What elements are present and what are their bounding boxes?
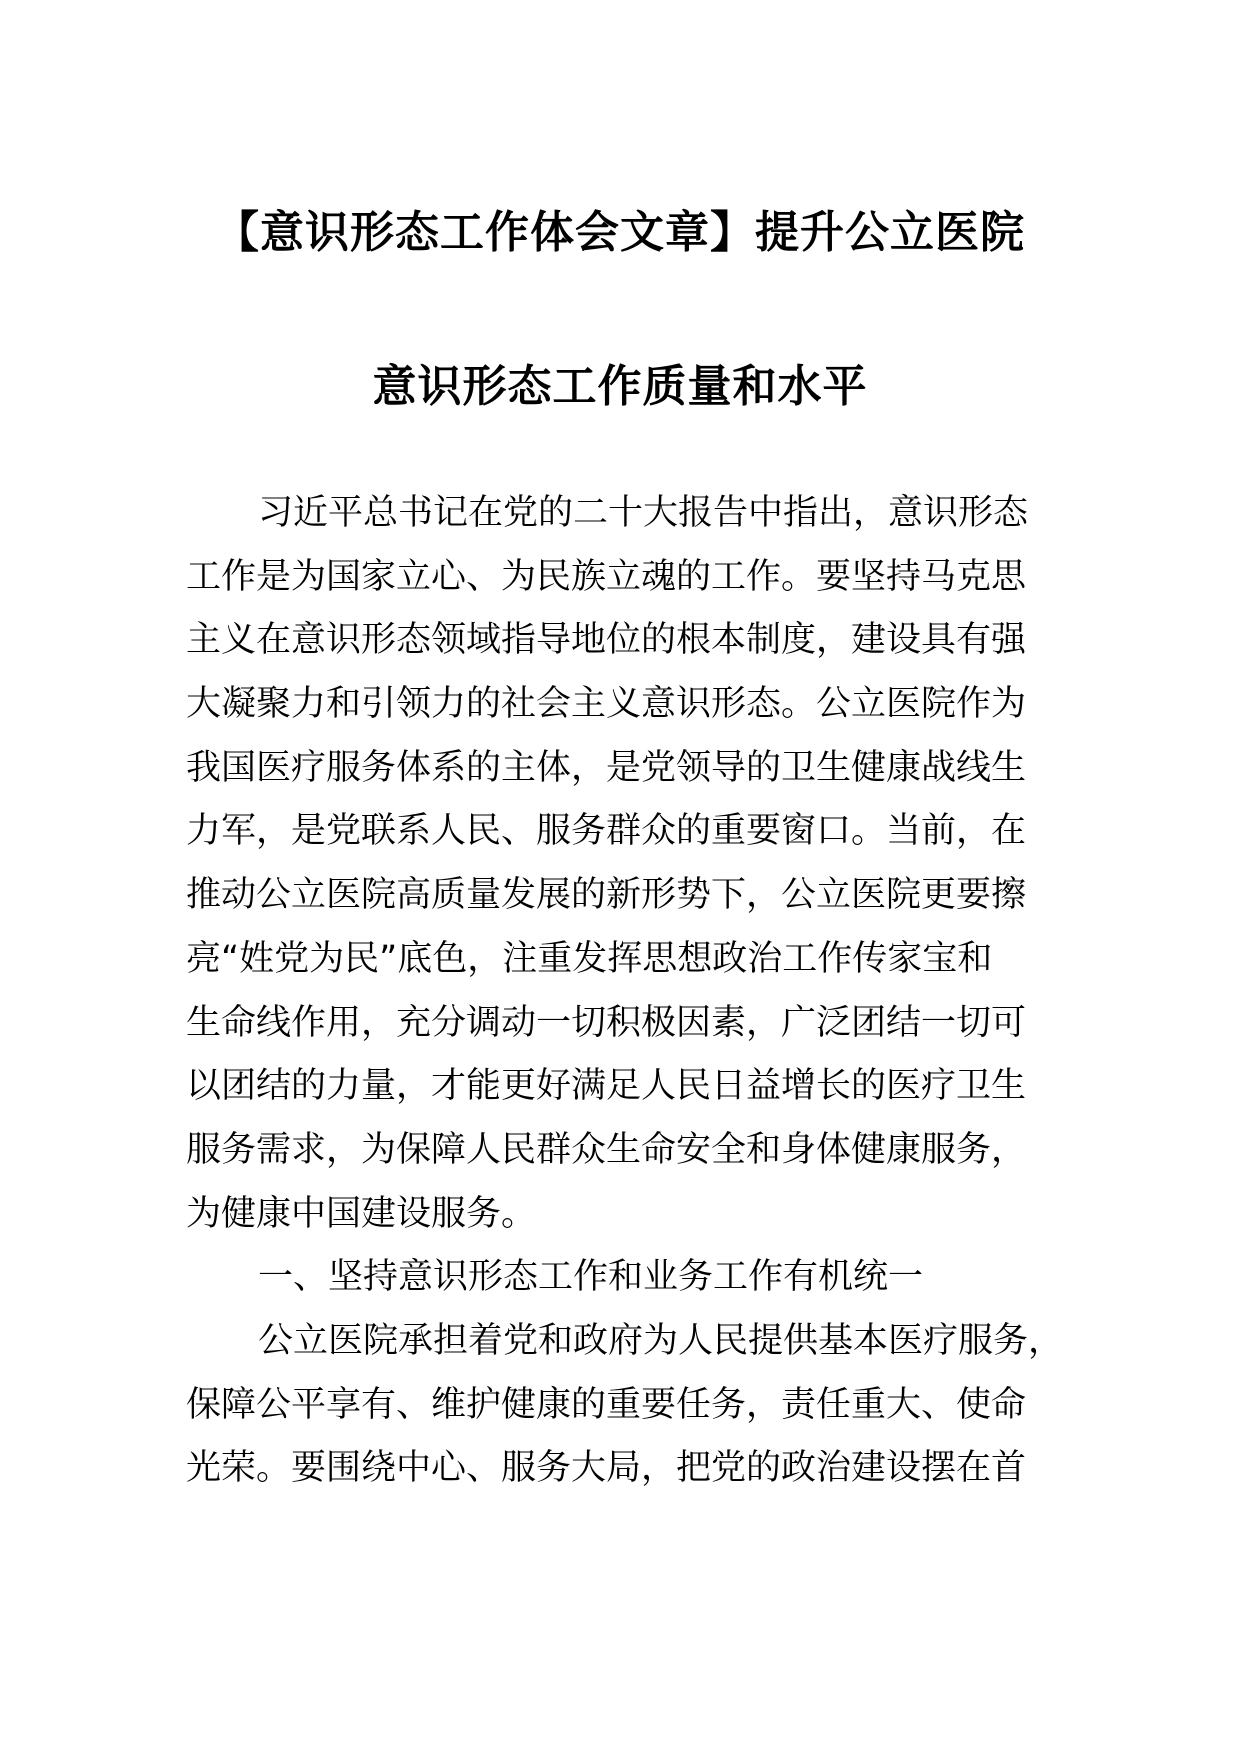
paragraph-line: 习近平总书记在党的二十大报告中指出，意识形态 <box>258 493 1029 533</box>
paragraph-line: 工作是为国家立心、为民族立魂的工作。要坚持马克思 <box>186 556 1027 597</box>
document-body <box>186 482 1116 1501</box>
paragraph-line: 为健康中国建设服务。 <box>186 1193 537 1234</box>
paragraph-line: 保障公平享有、维护健康的重要任务，责任重大、使命 <box>186 1384 1027 1425</box>
paragraph-line: 主义在意识形态领域指导地位的根本制度，建设具有强 <box>186 620 1027 661</box>
paragraph-line: 推动公立医院高质量发展的新形势下，公立医院更要擦 <box>186 875 1027 916</box>
document-title-line-2: 意识形态工作质量和水平 <box>372 361 868 412</box>
paragraph-line: 大凝聚力和引领力的社会主义意识形态。公立医院作为 <box>186 684 1027 725</box>
paragraph-line: 公立医院承担着党和政府为人民提供基本医疗服务， <box>258 1320 1064 1361</box>
paragraph-line: 光荣。要围绕中心、服务大局，把党的政治建设摆在首 <box>186 1448 1027 1489</box>
paragraph-line: 生命线作用，充分调动一切积极因素，广泛团结一切可 <box>186 1002 1027 1043</box>
document-title-line-1: 【意识形态工作体会文章】提升公立医院 <box>215 207 1025 258</box>
paragraph-line: 以团结的力量，才能更好满足人民日益增长的医疗卫生 <box>186 1066 1027 1107</box>
section-heading-text: 一、坚持意识形态工作和业务工作有机统一 <box>258 1257 924 1298</box>
paragraph-line: 力军，是党联系人民、服务群众的重要窗口。当前，在 <box>186 811 1027 852</box>
paragraph-intro <box>186 482 1116 1246</box>
paragraph-section-one <box>186 1310 1116 1501</box>
paragraph-line: 我国医疗服务体系的主体，是党领导的卫生健康战线生 <box>186 747 1027 788</box>
paragraph-line: 服务需求，为保障人民群众生命安全和身体健康服务， <box>186 1129 1027 1170</box>
paragraph-line: 亮“姓党为民”底色，注重发挥思想政治工作传家宝和 <box>186 938 993 979</box>
section-heading <box>186 1246 1116 1310</box>
